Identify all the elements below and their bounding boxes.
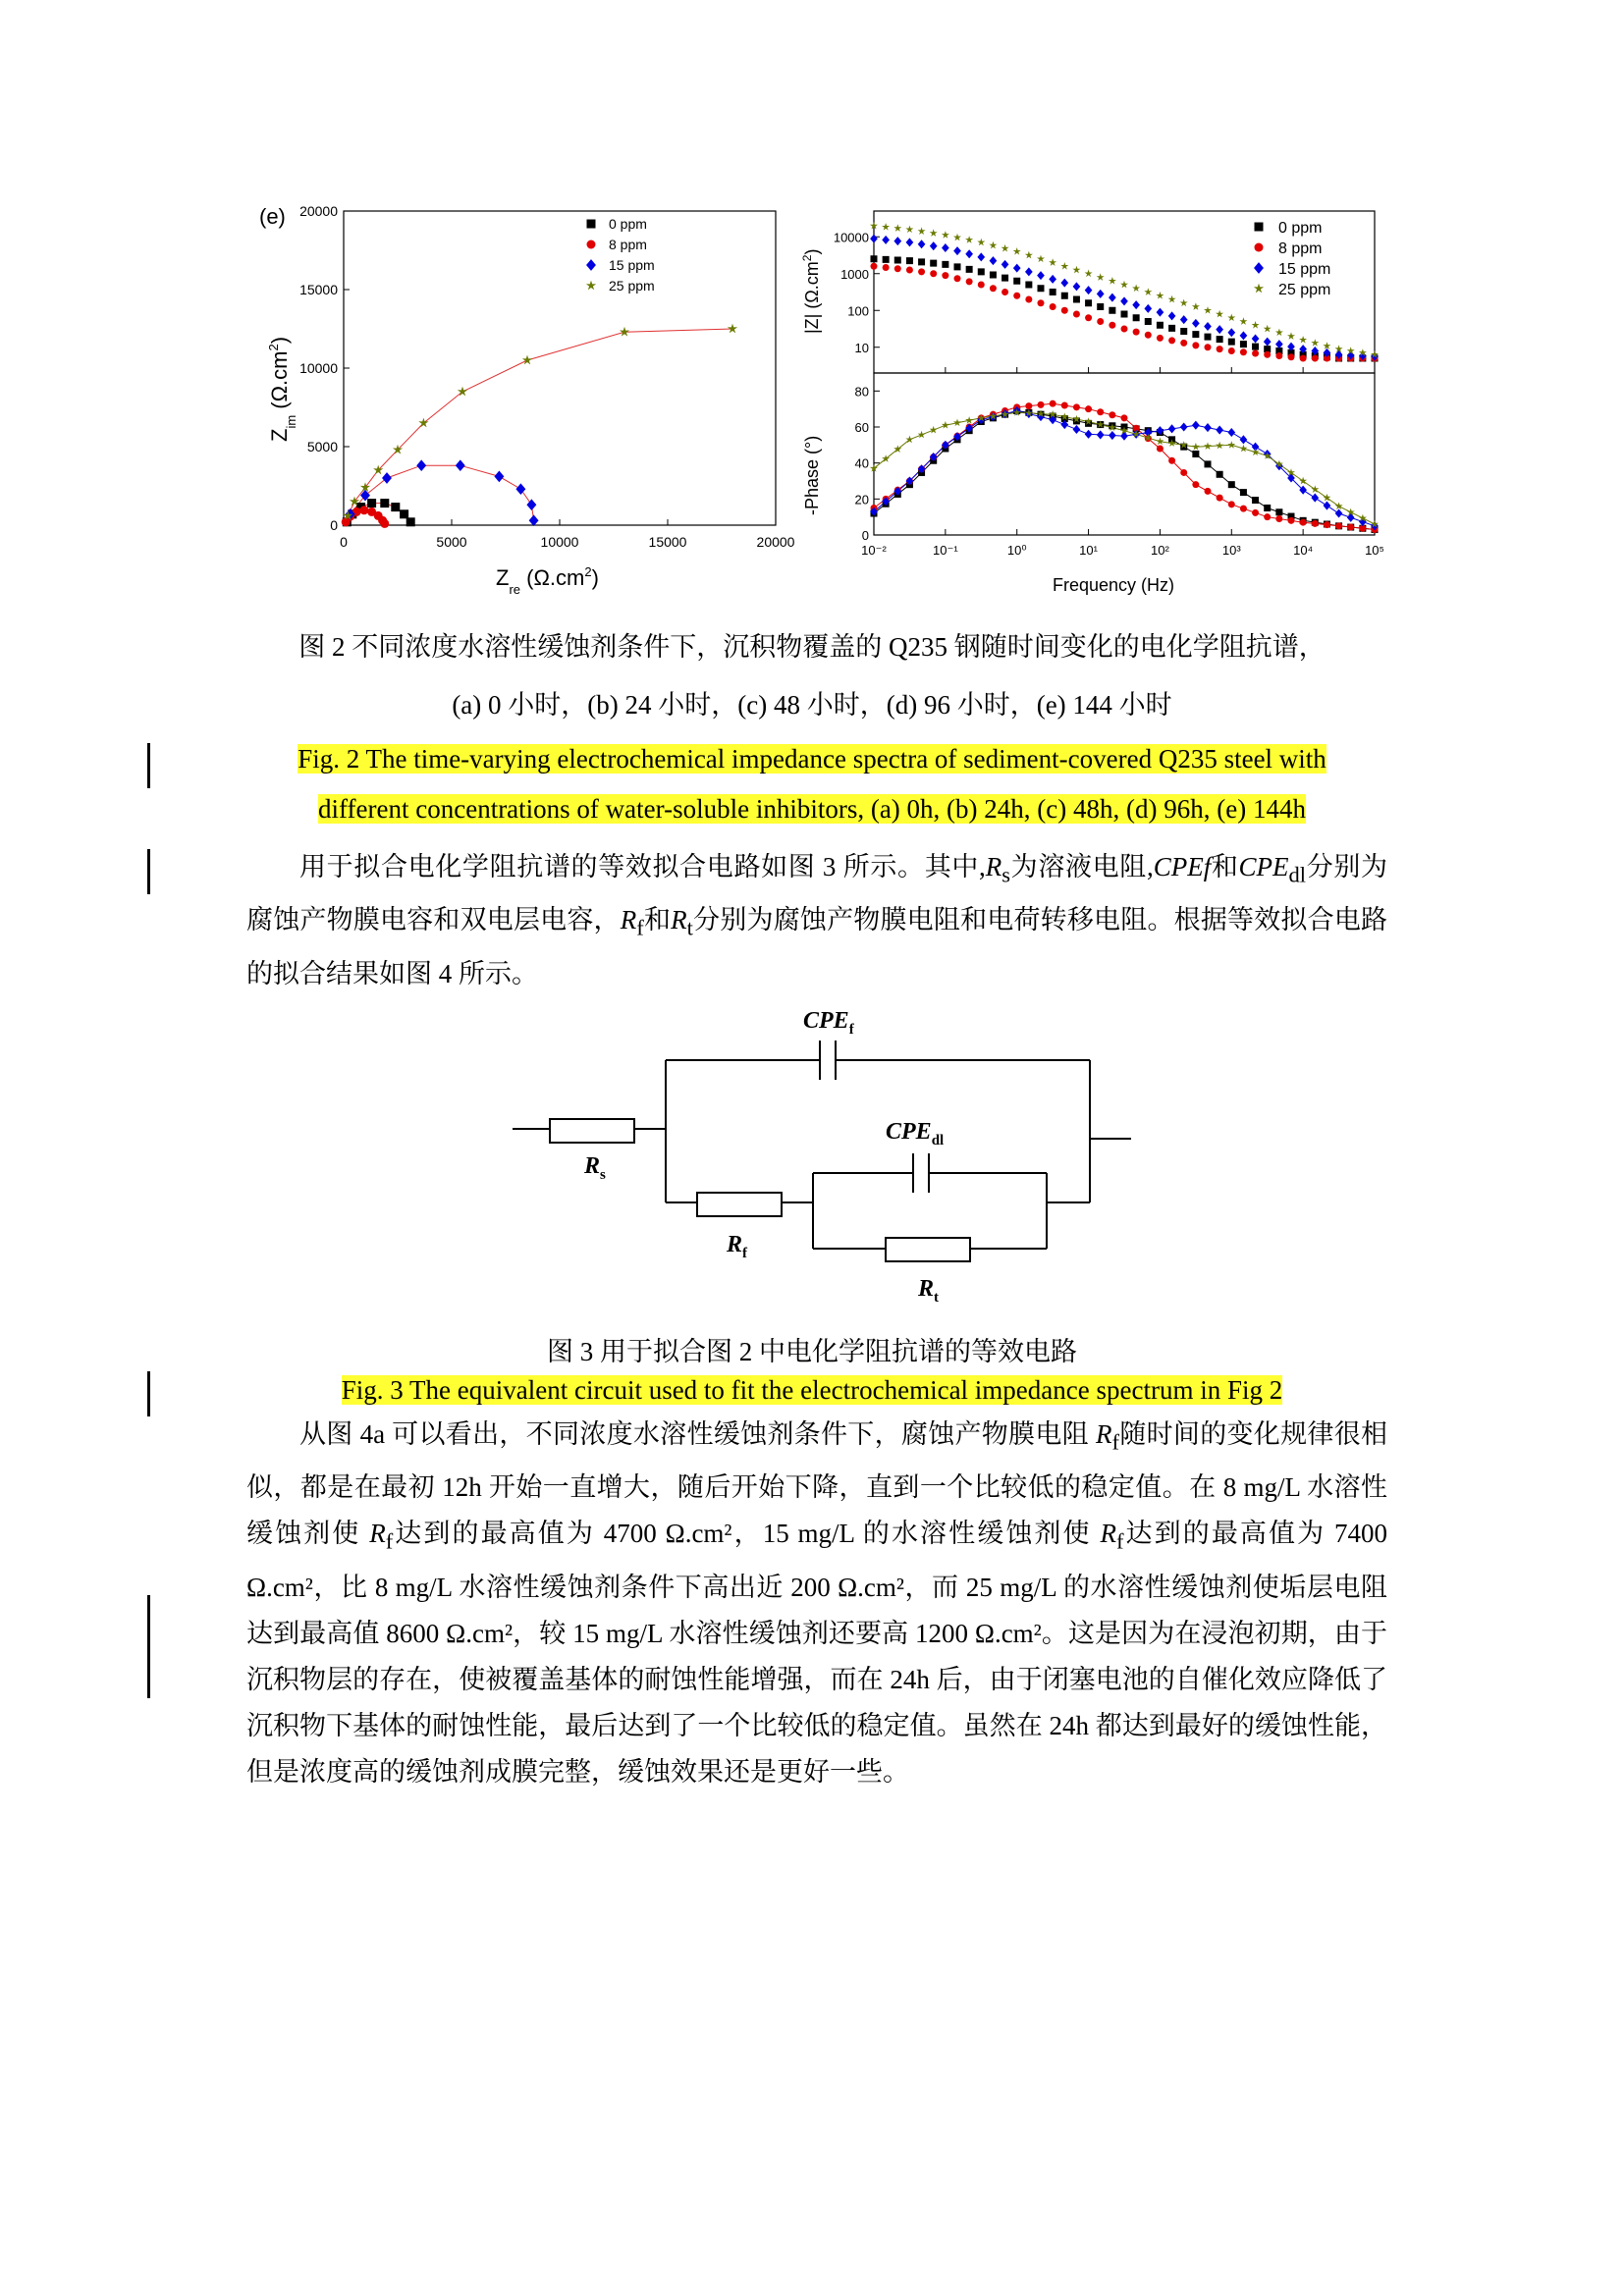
y-tick-label: 100 (847, 303, 869, 319)
legend-marker (586, 281, 596, 291)
modulus-point (1001, 244, 1009, 252)
modulus-point (894, 265, 901, 272)
modulus-point (1180, 328, 1187, 335)
legend-marker (1255, 243, 1264, 252)
phase-point (1217, 495, 1223, 502)
revision-bar (147, 1595, 150, 1698)
x-tick-label: 10000 (540, 534, 579, 550)
phase-point (1347, 524, 1354, 531)
modulus-point (1109, 322, 1115, 329)
modulus-point (1156, 292, 1164, 299)
modulus-point (1157, 322, 1164, 329)
modulus-point (1240, 341, 1247, 347)
modulus-point (1085, 270, 1093, 278)
modulus-point (1121, 326, 1128, 333)
modulus-point (1072, 266, 1080, 274)
phase-point (1252, 497, 1259, 504)
label-rs: $R_s$ (584, 1153, 606, 1183)
modulus-point (1240, 331, 1248, 340)
modulus-point (1025, 251, 1033, 259)
x-tick-label: 15000 (648, 534, 687, 550)
phase-point (1275, 508, 1282, 515)
modulus-point (942, 272, 948, 279)
data-point (418, 418, 428, 428)
data-point (380, 499, 389, 507)
phase-point (1240, 489, 1247, 496)
x-tick-label: 10⁻² (861, 543, 887, 558)
x-tick-label: 10⁴ (1293, 543, 1314, 558)
modulus-point (1227, 314, 1235, 322)
modulus-point (906, 238, 914, 246)
modulus-point (978, 282, 985, 289)
modulus-point (871, 263, 878, 270)
fit-lines (874, 403, 1375, 529)
modulus-point (1085, 299, 1092, 306)
modulus-point (1001, 260, 1009, 269)
modulus-point (906, 267, 913, 274)
modulus-point (1264, 325, 1272, 333)
modulus-point (1085, 286, 1093, 294)
modulus-point (1275, 329, 1283, 337)
y-tick-label: 60 (854, 420, 869, 435)
modulus-point (1037, 271, 1045, 280)
modulus-point (870, 235, 878, 243)
modulus-point (1300, 355, 1307, 362)
nyquist-chart (245, 196, 805, 609)
modulus-point (1311, 339, 1319, 347)
phase-point (1038, 401, 1045, 408)
phase-point (1085, 430, 1093, 439)
modulus-point (1192, 319, 1200, 328)
y-tick-label: 10000 (833, 230, 869, 245)
phase-point (1050, 400, 1056, 407)
modulus-point (990, 285, 997, 292)
modulus-point (1109, 277, 1116, 285)
y-tick-label: 1000 (840, 266, 869, 282)
y-tick-label: 15000 (299, 282, 338, 297)
modulus-point (1013, 293, 1020, 299)
modulus-point (965, 249, 973, 258)
phase-point (1205, 488, 1212, 495)
modulus-point (1132, 300, 1140, 309)
x-tick-label: 10⁻¹ (933, 543, 958, 558)
modulus-point (930, 241, 938, 250)
phase-point (1311, 494, 1319, 503)
modulus-point (1013, 278, 1020, 285)
modulus-point (1216, 325, 1223, 334)
modulus-point (1180, 340, 1187, 347)
resistor-rs (550, 1119, 634, 1143)
modulus-point (1275, 352, 1282, 359)
y-tick-label: 0 (330, 517, 338, 533)
modulus-point (1049, 275, 1056, 284)
data-point (526, 499, 536, 510)
modulus-point (989, 241, 997, 249)
data-point (382, 472, 392, 484)
modulus-point (1109, 307, 1115, 314)
label-cpe-f: $CPE_f$ (803, 1008, 854, 1038)
phase-point (1097, 408, 1104, 415)
modulus-point (1001, 275, 1008, 282)
data-point (522, 355, 532, 365)
panel-label: (e) (259, 204, 286, 229)
y-tick-label: 0 (861, 528, 869, 543)
fig2-caption-en-line1: Fig. 2 The time-varying electrochemical impedance spectra of sediment-covered Q235 steel with (298, 744, 1326, 774)
modulus-point (942, 231, 949, 239)
modulus-point (1144, 304, 1152, 313)
legend-label: 0 ppm (1278, 220, 1323, 237)
modulus-point (1073, 282, 1081, 291)
phase-point (1264, 513, 1271, 520)
modulus-point (977, 252, 985, 261)
phase-point (1073, 425, 1081, 434)
phase-point (1288, 517, 1295, 524)
phase-point (1097, 430, 1105, 439)
fig2-caption-cn-line1: 图 2 不同浓度水溶性缓蚀剂条件下，沉积物覆盖的 Q235 钢随时间变化的电化学阻抗谱， (298, 632, 1326, 662)
modulus-point (990, 272, 997, 279)
data-point (406, 517, 415, 526)
modulus-point (1205, 334, 1212, 341)
modulus-point (942, 243, 949, 252)
modulus-point (1025, 282, 1032, 289)
legend-marker (587, 240, 596, 249)
modulus-point (1144, 288, 1152, 295)
phase-point (1192, 421, 1200, 430)
phase-point (1168, 424, 1176, 433)
modulus-point (1287, 332, 1295, 340)
phase-point (1073, 403, 1080, 410)
modulus-point (1145, 332, 1152, 339)
phase-point (1324, 502, 1331, 510)
modulus-point (1192, 331, 1199, 338)
phase-point (1157, 446, 1164, 453)
modulus-point (1097, 303, 1104, 310)
modulus-point (978, 268, 985, 275)
modulus-point (918, 258, 925, 265)
y-tick-label: 10000 (299, 360, 338, 376)
modulus-point (918, 227, 926, 235)
fig2-caption-en-line2: different concentrations of water-soluble inhibitors, (a) 0h, (b) 24h, (c) 48h, (d) 96h, (e) 144h (318, 794, 1306, 824)
phase-point (1228, 501, 1235, 507)
modulus-point (1097, 290, 1105, 298)
phase-point (1227, 441, 1235, 449)
phase-point (1335, 503, 1343, 510)
modulus-point (1252, 350, 1259, 357)
modulus-point (1038, 285, 1045, 292)
phase-frame (874, 373, 1375, 535)
modulus-point (1120, 281, 1128, 289)
phase-point (1312, 520, 1319, 527)
phase-point (1275, 515, 1282, 522)
phase-point (1240, 506, 1247, 512)
legend-label: 25 ppm (609, 278, 655, 294)
modulus-point (1145, 318, 1152, 325)
y-tick-label: 20000 (299, 203, 338, 219)
x-tick-label: 20000 (756, 534, 795, 550)
phase-point (1025, 402, 1032, 409)
modulus-point (1133, 329, 1140, 336)
modulus-point (1217, 346, 1223, 352)
modulus-point (1073, 311, 1080, 318)
modulus-point (1216, 310, 1223, 318)
revision-bar (147, 849, 150, 894)
x-tick-label: 10¹ (1079, 543, 1098, 558)
modulus-point (1013, 264, 1021, 273)
modulus-point (965, 236, 973, 243)
legend (1254, 220, 1330, 298)
phase-point (1216, 426, 1223, 435)
data-point (391, 503, 400, 511)
label-cpe-dl: $CPE_{dl}$ (886, 1119, 945, 1148)
phase-point (1335, 522, 1342, 529)
y-tick-label: 10 (854, 340, 869, 355)
x-tick-label: 0 (340, 534, 348, 550)
legend-label: 25 ppm (1278, 282, 1331, 298)
legend-label: 0 ppm (609, 216, 647, 232)
modulus-point (1180, 315, 1188, 324)
x-axis-label: $Z_{re}$ $(\Omega.cm^2)$ (496, 564, 599, 597)
modulus-point (1252, 344, 1259, 350)
modulus-point (918, 268, 925, 275)
phase-point (1061, 402, 1068, 409)
modulus-point (1168, 325, 1175, 332)
modulus-point (882, 236, 890, 244)
data-point (400, 509, 408, 518)
modulus-point (1205, 344, 1212, 350)
label-rf: $R_f$ (727, 1232, 748, 1261)
modulus-point (1061, 293, 1068, 299)
modulus-point (1037, 255, 1045, 263)
modulus-point (1228, 339, 1235, 346)
phase-point (1300, 519, 1307, 526)
modulus-point (905, 226, 913, 234)
modulus-point (953, 234, 961, 241)
fig3-caption-cn: 图 3 用于拟合图 2 中电化学阻抗谱的等效电路 (547, 1337, 1077, 1366)
modulus-point (966, 278, 973, 285)
phase-point (1324, 521, 1330, 528)
fig3-caption-en: Fig. 3 The equivalent circuit used to fit the electrochemical impedance spectrum in Fig 2 (341, 1375, 1283, 1405)
modulus-point (930, 260, 937, 267)
modulus-point (1252, 321, 1260, 329)
modulus-point (918, 240, 926, 248)
resistor-rt (886, 1238, 970, 1261)
equivalent-circuit (501, 991, 1149, 1315)
modulus-point (893, 224, 901, 232)
modulus-point (1097, 273, 1105, 281)
fit-line-3 (348, 329, 732, 515)
phase-point (918, 431, 926, 439)
legend-marker (1254, 284, 1264, 294)
modulus-point (1050, 289, 1056, 295)
modulus-point (1227, 328, 1235, 337)
modulus-point (894, 257, 901, 264)
modulus-point (953, 246, 961, 255)
modulus-point (1049, 258, 1056, 266)
modulus-point (1085, 314, 1092, 321)
modulus-point (966, 266, 973, 273)
y-tick-label: 20 (854, 492, 869, 507)
modulus-point (1192, 342, 1199, 348)
modulus-point (1239, 317, 1247, 325)
modulus-point (1050, 303, 1056, 310)
phase-point (1192, 451, 1199, 457)
modulus-point (1299, 336, 1307, 344)
modulus-point (1264, 351, 1271, 358)
modulus-point (893, 237, 901, 245)
phase-fit-line (874, 403, 1375, 529)
phase-point (1085, 405, 1092, 412)
modulus-point (1097, 318, 1104, 325)
modulus-point (942, 261, 948, 268)
modulus-point (1168, 311, 1176, 320)
x-tick-label: 5000 (436, 534, 467, 550)
data-point (728, 324, 737, 334)
data-point (359, 506, 368, 514)
phase-point (1228, 481, 1235, 488)
x-tick-label: 10⁰ (1006, 543, 1027, 558)
modulus-point (1073, 296, 1080, 303)
modulus-point (1132, 285, 1140, 293)
phase-point (1180, 422, 1188, 431)
modulus-point (906, 257, 913, 264)
legend-label: 8 ppm (1278, 240, 1323, 257)
modulus-y-label: |Z| $(\Omega.cm^2)$ (800, 248, 822, 334)
modulus-point (1217, 336, 1223, 343)
axes-ticks (299, 203, 795, 550)
phase-point (1192, 481, 1199, 488)
modulus-point (883, 264, 890, 271)
data-point (494, 471, 504, 483)
bode-chart (795, 196, 1394, 609)
modulus-point (1288, 353, 1295, 360)
phase-point (1180, 469, 1187, 476)
modulus-point (1168, 337, 1175, 344)
modulus-point (1157, 335, 1164, 342)
phase-point (1120, 432, 1128, 441)
label-rt: $R_t$ (918, 1276, 940, 1306)
fig2-caption-cn-line2: (a) 0 小时，(b) 24 小时，(c) 48 小时，(d) 96 小时，(e) 144 小时 (452, 690, 1172, 720)
phase-y-label: -Phase (°) (802, 435, 822, 515)
fit-curves (346, 329, 732, 523)
modulus-point (1038, 299, 1045, 306)
phase-point (1217, 471, 1223, 478)
data-point (515, 483, 525, 495)
legend (586, 216, 655, 294)
modulus-point (1060, 262, 1068, 270)
phase-point (1168, 457, 1175, 464)
modulus-point (990, 256, 998, 265)
modulus-point (1204, 322, 1212, 331)
modulus-point (871, 255, 878, 262)
modulus-point (1060, 279, 1068, 288)
modulus-point (1025, 267, 1033, 276)
phase-point (1264, 505, 1271, 511)
modulus-point (954, 263, 961, 270)
modulus-point (1252, 334, 1260, 343)
modulus-point (1228, 347, 1235, 354)
y-tick-label: 40 (854, 455, 869, 471)
data-point (529, 514, 539, 526)
paragraph-2: 从图 4a 可以看出，不同浓度水溶性缓蚀剂条件下，腐蚀产物膜电阻 $R_f$随时间的变化规律很相似，都是在最初 12h 开始一直增大，随后开始下降，直到一个比较低的稳定值。在 8 mg/L 水溶性缓蚀剂使 $R_f$达到的最高值为 4700 Ω.cm²，15 mg/L 的水溶性缓蚀剂使 $R_f$达到的最高值为 7400 Ω.cm²，比 8 mg/L 水溶性缓蚀剂条件下高出近 200 Ω.cm²，而 25 mg/L 的水溶性缓蚀剂使垢层电阻达到最高值 8600 Ω.cm²，较 15 mg/L 水溶性缓蚀剂还要高 1200 Ω.cm²。这是因为在浸泡初期，由于沉积物层的存在，使被覆盖基体的耐蚀性能增强，而在 24h 后，由于闭塞电池的自催化效应降低了沉积物下基体的耐蚀性能，最后达到了一个比较低的稳定值。虽然在 24h 都达到最好的缓蚀性能，但是浓度高的缓蚀剂成膜完整，缓蚀效果还是更好一些。 (246, 1419, 1388, 1787)
legend-label: 8 ppm (609, 237, 647, 252)
x-tick-label: 10³ (1221, 543, 1241, 558)
data-point (367, 499, 376, 507)
modulus-point (1192, 302, 1200, 310)
modulus-point (1061, 307, 1068, 314)
modulus-point (954, 275, 961, 282)
phase-point (1240, 435, 1248, 444)
y-tick-label: 5000 (306, 439, 338, 454)
modulus-point (1264, 338, 1272, 347)
modulus-point (1133, 314, 1140, 321)
resistor-rf (697, 1193, 782, 1216)
axes-ticks (834, 230, 1384, 558)
phase-point (930, 426, 938, 434)
modulus-point (1013, 247, 1021, 255)
legend-marker (1255, 223, 1264, 232)
modulus-point (883, 256, 890, 263)
phase-point (1252, 509, 1259, 516)
modulus-point (882, 223, 890, 231)
phase-point (1227, 428, 1235, 437)
legend-marker (587, 220, 596, 229)
data-point (380, 519, 389, 528)
modulus-point (1109, 294, 1116, 302)
legend-label: 15 ppm (609, 257, 655, 273)
modulus-point (1121, 311, 1128, 318)
y-axis-label: $Z_{im}$ $(\Omega.cm^2)$ (266, 336, 298, 442)
phase-point (1109, 411, 1115, 418)
plot-frame (344, 211, 776, 525)
x-tick-label: 10⁵ (1365, 543, 1384, 558)
modulus-point (930, 229, 938, 237)
legend-label: 15 ppm (1278, 261, 1331, 278)
x-tick-label: 10² (1151, 543, 1169, 558)
data-points (342, 324, 737, 528)
paragraph-1: 用于拟合电化学阻抗谱的等效拟合电路如图 3 所示。其中$,R_s$为溶液电阻,CPEf和$CPE_{dl}$分别为腐蚀产物膜电容和双电层电容，$R_f$和$R_t$分别为腐蚀产物膜电阻和电荷转移电阻。根据等效拟合电路的拟合结果如图 4 所示。 (246, 852, 1388, 988)
legend-marker (586, 259, 596, 271)
data-point (456, 459, 465, 471)
modulus-point (1275, 340, 1283, 348)
x-axis-label: Frequency (Hz) (1053, 575, 1175, 595)
modulus-point (1025, 296, 1032, 303)
modulus-point (930, 270, 937, 277)
modulus-point (1157, 308, 1164, 317)
modulus-point (1120, 296, 1128, 305)
modulus-point (1001, 289, 1008, 295)
phase-point (1121, 414, 1128, 421)
modulus-point (1323, 342, 1330, 349)
modulus-point (1312, 355, 1319, 362)
modulus-point (977, 239, 985, 246)
y-tick-label: 80 (854, 384, 869, 400)
modulus-point (1240, 348, 1247, 355)
phase-point (1335, 508, 1343, 517)
modulus-point (1168, 295, 1176, 303)
modulus-point (1180, 299, 1188, 307)
phase-point (1347, 513, 1355, 522)
phase-point (1204, 423, 1212, 432)
data-point (416, 459, 426, 471)
modulus-point (1204, 306, 1212, 314)
legend-marker (1254, 262, 1264, 274)
phase-point (1109, 431, 1116, 440)
phase-point (1205, 460, 1212, 467)
